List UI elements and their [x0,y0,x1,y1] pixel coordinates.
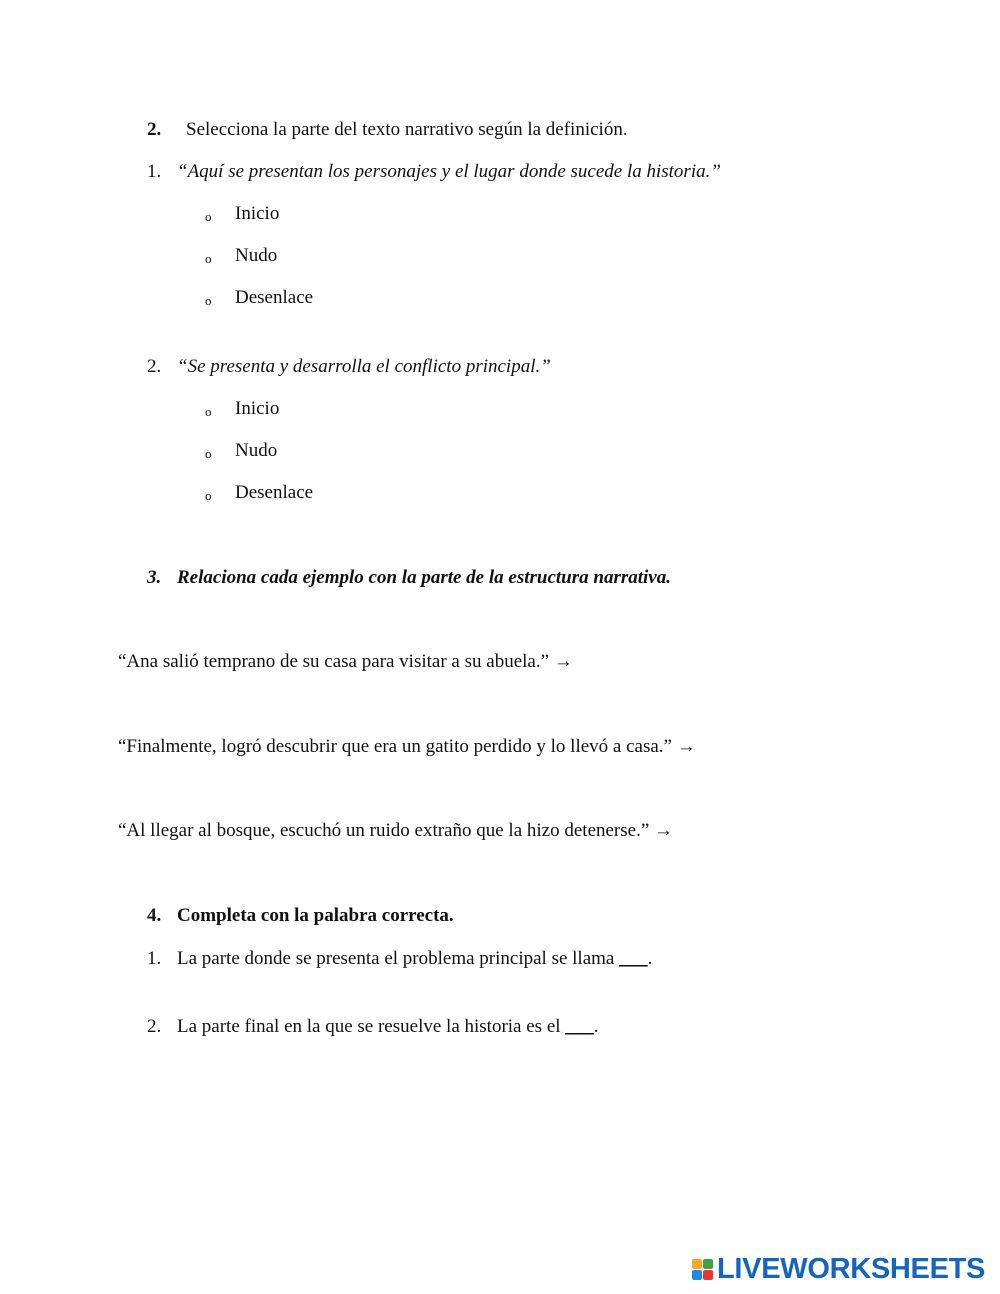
section-2-title: Selecciona la parte del texto narrativo según la definición. [186,119,628,140]
q2-option-nudo[interactable]: Nudo [235,440,278,461]
fill-item-2-end: . [593,1016,599,1037]
question-2-prompt: “Se presenta y desarrolla el conflicto principal.” [177,356,551,377]
logo-square [703,1270,713,1280]
option-bullet-icon: o [205,446,212,461]
q1-option-inicio[interactable]: Inicio [235,203,280,224]
fill-item-2 [177,1016,599,1038]
liveworksheets-logo [692,1254,985,1284]
section-4-title: Completa con la palabra correcta. [177,905,454,926]
fill-item-1-end: . [647,948,653,969]
fill-item-2-blank[interactable]: ___ [565,1016,594,1037]
liveworksheets-mark-icon [692,1259,713,1280]
fill-item-1-number: 1. [147,948,162,969]
match-example-3: “Al llegar al bosque, escuchó un ruido extraño que la hizo detenerse.” → [118,820,674,841]
section-3-number: 3. [147,567,162,588]
question-1-number: 1. [147,161,162,182]
fill-item-1-text: La parte donde se presenta el problema principal se llama [177,948,620,969]
option-bullet-icon: o [205,293,212,308]
section-4-number: 4. [147,905,162,926]
option-bullet-icon: o [205,404,212,419]
fill-item-1 [177,948,652,970]
option-bullet-icon: o [205,251,212,266]
question-2-number: 2. [147,356,162,377]
fill-item-2-text: La parte final en la que se resuelve la historia es el [177,1016,566,1037]
option-bullet-icon: o [205,209,212,224]
liveworksheets-brand: LIVEWORKSHEETS [717,1252,986,1285]
section-3-title: Relaciona cada ejemplo con la parte de la estructura narrativa. [177,567,671,588]
logo-square [692,1270,702,1280]
question-1-prompt: “Aquí se presentan los personajes y el lugar donde sucede la historia.” [177,161,721,182]
logo-square [692,1259,702,1269]
fill-item-2-number: 2. [147,1016,162,1037]
logo-square [703,1259,713,1269]
section-2-number: 2. [147,119,162,140]
q1-option-desenlace[interactable]: Desenlace [235,287,314,308]
match-example-2: “Finalmente, logró descubrir que era un gatito perdido y lo llevó a casa.” → [118,736,696,757]
q2-option-inicio[interactable]: Inicio [235,398,280,419]
fill-item-1-blank[interactable]: ___ [619,948,648,969]
match-example-1: “Ana salió temprano de su casa para visitar a su abuela.” → [118,651,573,672]
q1-option-nudo[interactable]: Nudo [235,245,278,266]
option-bullet-icon: o [205,488,212,503]
q2-option-desenlace[interactable]: Desenlace [235,482,314,503]
